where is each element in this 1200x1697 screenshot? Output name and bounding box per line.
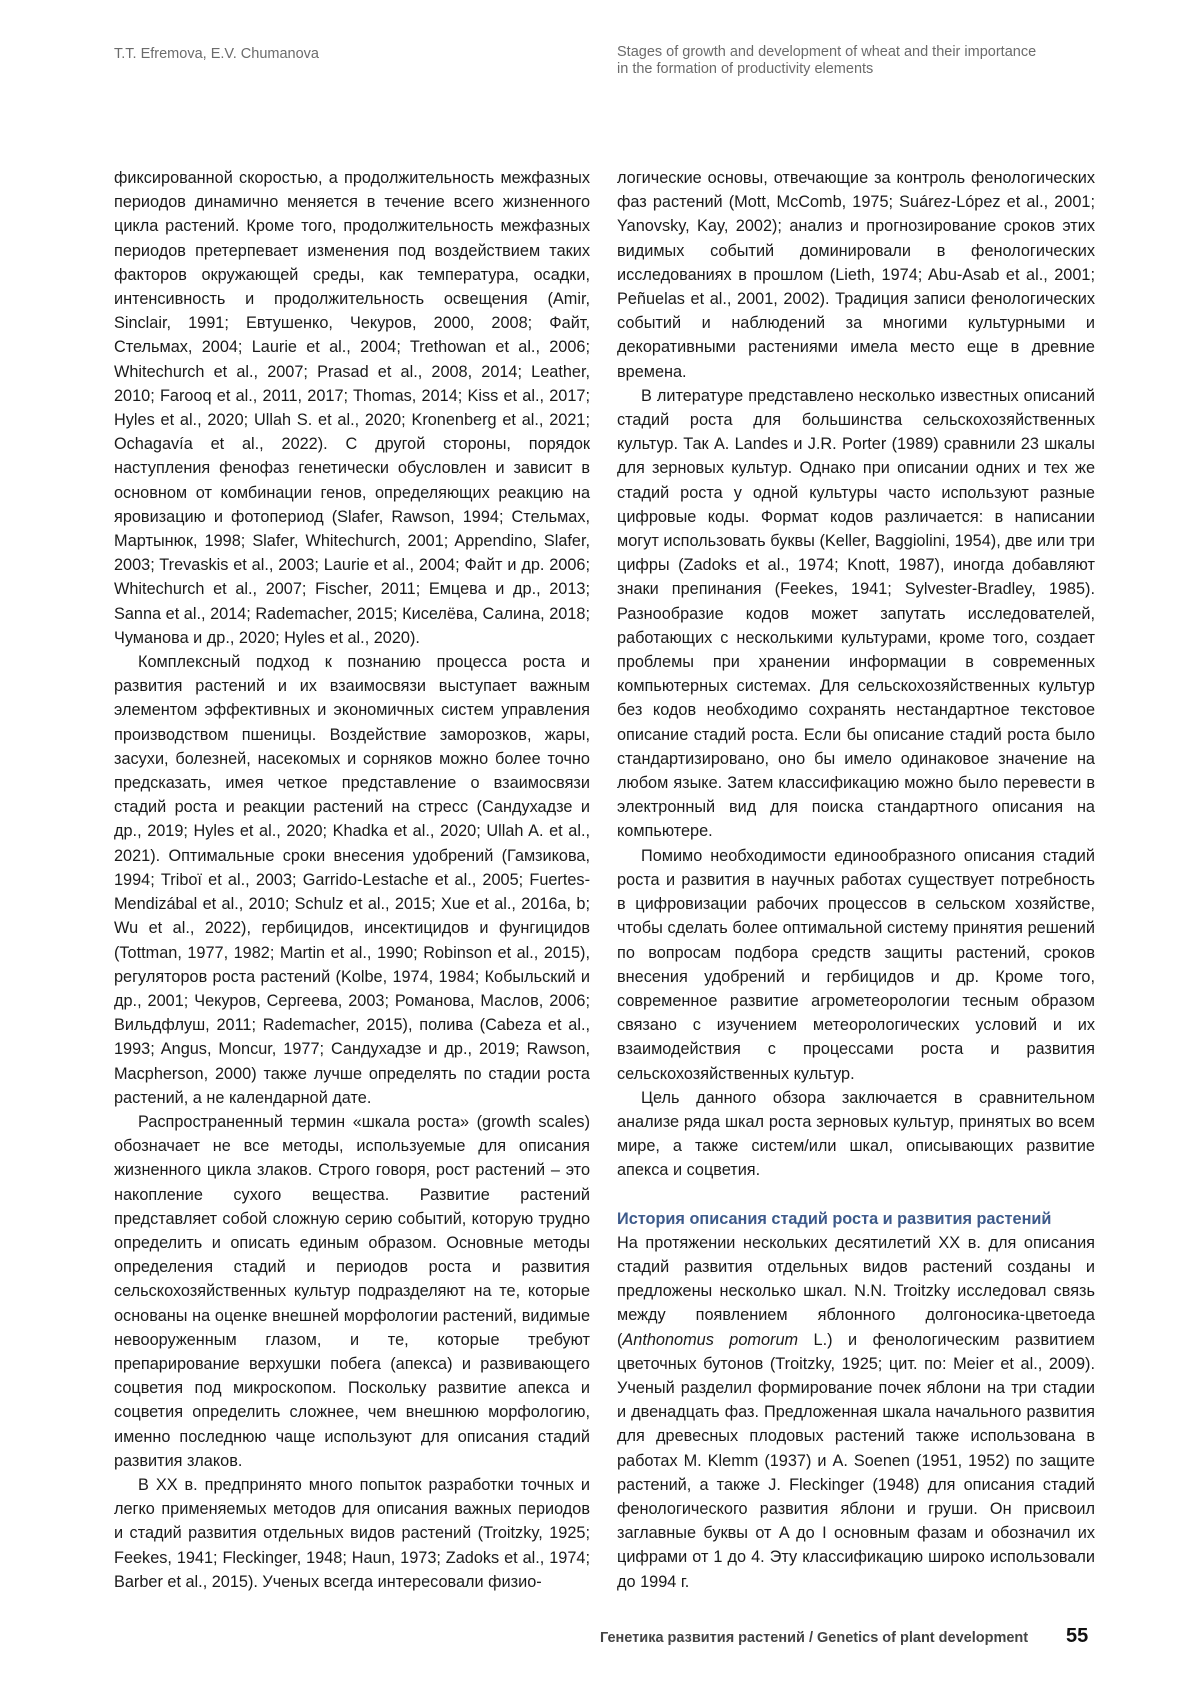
paragraph: Распространенный термин «шкала роста» (growth scales) обозначает не все методы, используемые для описания жизненного цикла злаков. Строго говоря, рост растений – это накопление сухого вещества. Развитие растений представляет собой сложную серию событий, которую трудно определить и описать единым образом. Основные методы определения стадий и периодов роста и развития сельскохозяйственных культур подразделяют на те, которые основаны на оценке внешней морфологии растений, видимые невооруженным глазом, и те, которые требуют препарирование верхушки побега (апекса) и развивающего соцветия под микроскопом. Поскольку развитие апекса и соцветия определить сложнее, чем внешнюю морфологию, именно последнюю чаще используют для описания стадий развития злаков. — [114, 1112, 590, 1470]
paragraph: В литературе представлено несколько известных описаний стадий роста для большинства сельскохозяйственных культур. Так A. Landes и J.R. Porter (1989) сравнили 23 шкалы для зерновых культур. Однако при описании одних и тех же стадий роста у одной культуры часто используют разные цифровые коды. Формат кодов различается: в написании могут использовать буквы (Keller, Baggiolini, 1954), две или три цифры (Zadoks et al., 1974; Knott, 1987), иногда добавляют знаки препинания (Feekes, 1941; Sylvester-Bradley, 1985). Разнообразие кодов может запутать исследователей, работающих с несколькими культурами, кроме того, создает проблемы при хранении информации в современных компьютерных системах. Для сельскохозяйственных культур без кодов необходимо сохранять нестандартное текстовое описание стадий роста. Если бы описание стадий роста было стандартизировано, оно бы имело одинаковое значение на любом языке. Затем классификацию можно было перевести в электронный вид для поиска стандартного описания на компьютере. — [617, 386, 1095, 841]
running-header-authors: T.T. Efremova, E.V. Chumanova — [114, 46, 319, 62]
paragraph: фиксированной скоростью, а продолжительность межфазных периодов динамично меняется в течение всего жизненного цикла растений. Кроме того, продолжительность межфазных периодов претерпевает изменения под воздействием таких факторов окружающей среды, как температура, осадки, интенсивность и продолжительность освещения (Amir, Sinclair, 1991; Евтушенко, Чекуров, 2000, 2008; Файт, Стельмах, 2004; Laurie et al., 2004; Trethowan et al., 2006; Whitechurch et al., 2007; Prasad et al., 2008, 2014; Leather, 2010; Farooq et al., 2011, 2017; Thomas, 2014; Kiss et al., 2017; Hyles et al., 2020; Ullah S. et al., 2020; Kronenberg et al., 2021; Ochagavía et al., 2022). С другой стороны, порядок наступления фенофаз генетически обусловлен и зависит в основном от комбинации генов, определяющих реакцию на яровизацию и фотопериод (Slafer, Rawson, 1994; Стельмах, Мартынюк, 1998; Slafer, Whitechurch, 2001; Appendino, Slafer, 2003; Trevaskis et al., 2003; Laurie et al., 2004; Файт и др. 2006; Whitechurch et al., 2007; Fischer, 2011; Емцева и др., 2013; Sanna et al., 2014; Rademacher, 2015; Киселёва, Салина, 2018; Чуманова и др., 2020; Hyles et al., 2020). — [114, 169, 590, 647]
left-column — [114, 166, 590, 1594]
section-heading: История описания стадий роста и развития растений — [617, 1209, 1052, 1228]
journal-footer: Генетика развития растений / Genetics of plant development — [600, 1630, 1029, 1646]
text-span: На протяжении нескольких десятилетий XX в. для описания стадий развития отдельных видов растений созданы и предложены несколько шкал. N.N. Troitzky исследовал связь между появлением яблонного долгоносика-цветоеда ( — [617, 1233, 1095, 1349]
running-header-title-line2: in the formation of productivity elements — [617, 61, 874, 77]
right-column — [617, 166, 1095, 1594]
paragraph: логические основы, отвечающие за контроль фенологических фаз растений (Mott, McComb, 1975; Suárez-López et al., 2001; Yanovsky, Kay, 2002); анализ и прогнозирование сроков этих видимых событий доминировали в фенологических исследованиях в прошлом (Lieth, 1974; Abu-Asab et al., 2001; Peñuelas et al., 2001, 2002). Традиция записи фенологических событий и наблюдений за многими культурными и декоративными растениями имела место еще в древние времена. — [617, 169, 1095, 381]
paragraph: В XX в. предпринято много попыток разработки точных и легко применяемых методов для описания важных периодов и стадий развития отдельных видов растений (Troitzky, 1925; Feekes, 1941; Fleckinger, 1948; Haun, 1973; Zadoks et al., 1974; Barber et al., 2015). Ученых всегда интересовали физио- — [114, 1475, 590, 1591]
running-header-title-line1: Stages of growth and development of wheat and their importance — [617, 44, 1037, 60]
running-header-title — [617, 44, 1087, 78]
page-number: 55 — [1066, 1625, 1089, 1647]
text-span: L.) и фенологическим развитием цветочных бутонов (Troitzky, 1925; цит. по: Meier et al., 2009). Ученый разделил формирование почек яблони на три стадии и двенадцать фаз. Предложенная шкала начального развития для древесных плодовых растений также использована в работах M. Klemm (1937) и A. Soenen (1951, 1952) по защите растений, а также J. Fleckinger (1948) для описания стадий фенологического развития яблони и груши. Он присвоил заглавные буквы от A до I основным фазам и обозначил их цифрами от 1 до 4. Эту классификацию широко использовали до 1994 г. — [617, 1330, 1095, 1591]
species-name: Anthonomus pomorum — [622, 1330, 799, 1349]
paragraph: Цель данного обзора заключается в сравнительном анализе ряда шкал роста зерновых культур, принятых во всем мире, а также систем/или шкал, описывающих развитие апекса и соцветия. — [617, 1088, 1095, 1180]
paragraph: Комплексный подход к познанию процесса роста и развития растений и их взаимосвязи выступает важным элементом эффективных и экономичных систем управления производством пшеницы. Воздействие заморозков, жары, засухи, болезней, насекомых и сорняков можно более точно предсказать, имея четкое представление о взаимосвязи стадий роста и реакции растений на стресс (Сандухадзе и др., 2019; Hyles et al., 2020; Khadka et al., 2020; Ullah A. et al., 2021). Оптимальные сроки внесения удобрений (Гамзикова, 1994; Triboï et al., 2003; Garrido-Lestache et al., 2005; Fuertes-Mendizábal et al., 2010; Schulz et al., 2015; Xue et al., 2016a, b; Wu et al., 2022), гербицидов, инсектицидов и фунгицидов (Tottman, 1977, 1982; Martin et al., 1990; Robinson et al., 2015), регуляторов роста растений (Kolbe, 1974, 1984; Кобыльский и др., 2001; Чекуров, Сергеева, 2003; Романова, Маслов, 2006; Вильдфлуш, 2011; Rademacher, 2015), полива (Cabeza et al., 1993; Angus, Moncur, 1977; Сандухадзе и др., 2019; Rawson, Macpherson, 2000) также лучше определять по стадии роста растений, а не календарной дате. — [114, 653, 590, 1107]
paragraph: Помимо необходимости единообразного описания стадий роста и развития в научных работах существует потребность в цифровизации рабочих процессов в сельском хозяйстве, чтобы сделать более оптимальной систему принятия решений по вопросам подбора средств защиты растений, сроков внесения удобрений и гербицидов и др. Кроме того, современное развитие агрометеорологии тесным образом связано с изучением метеорологических условий и их взаимодействия с процессами роста и развития сельскохозяйственных культур. — [617, 846, 1095, 1083]
paragraph — [617, 1231, 1095, 1594]
